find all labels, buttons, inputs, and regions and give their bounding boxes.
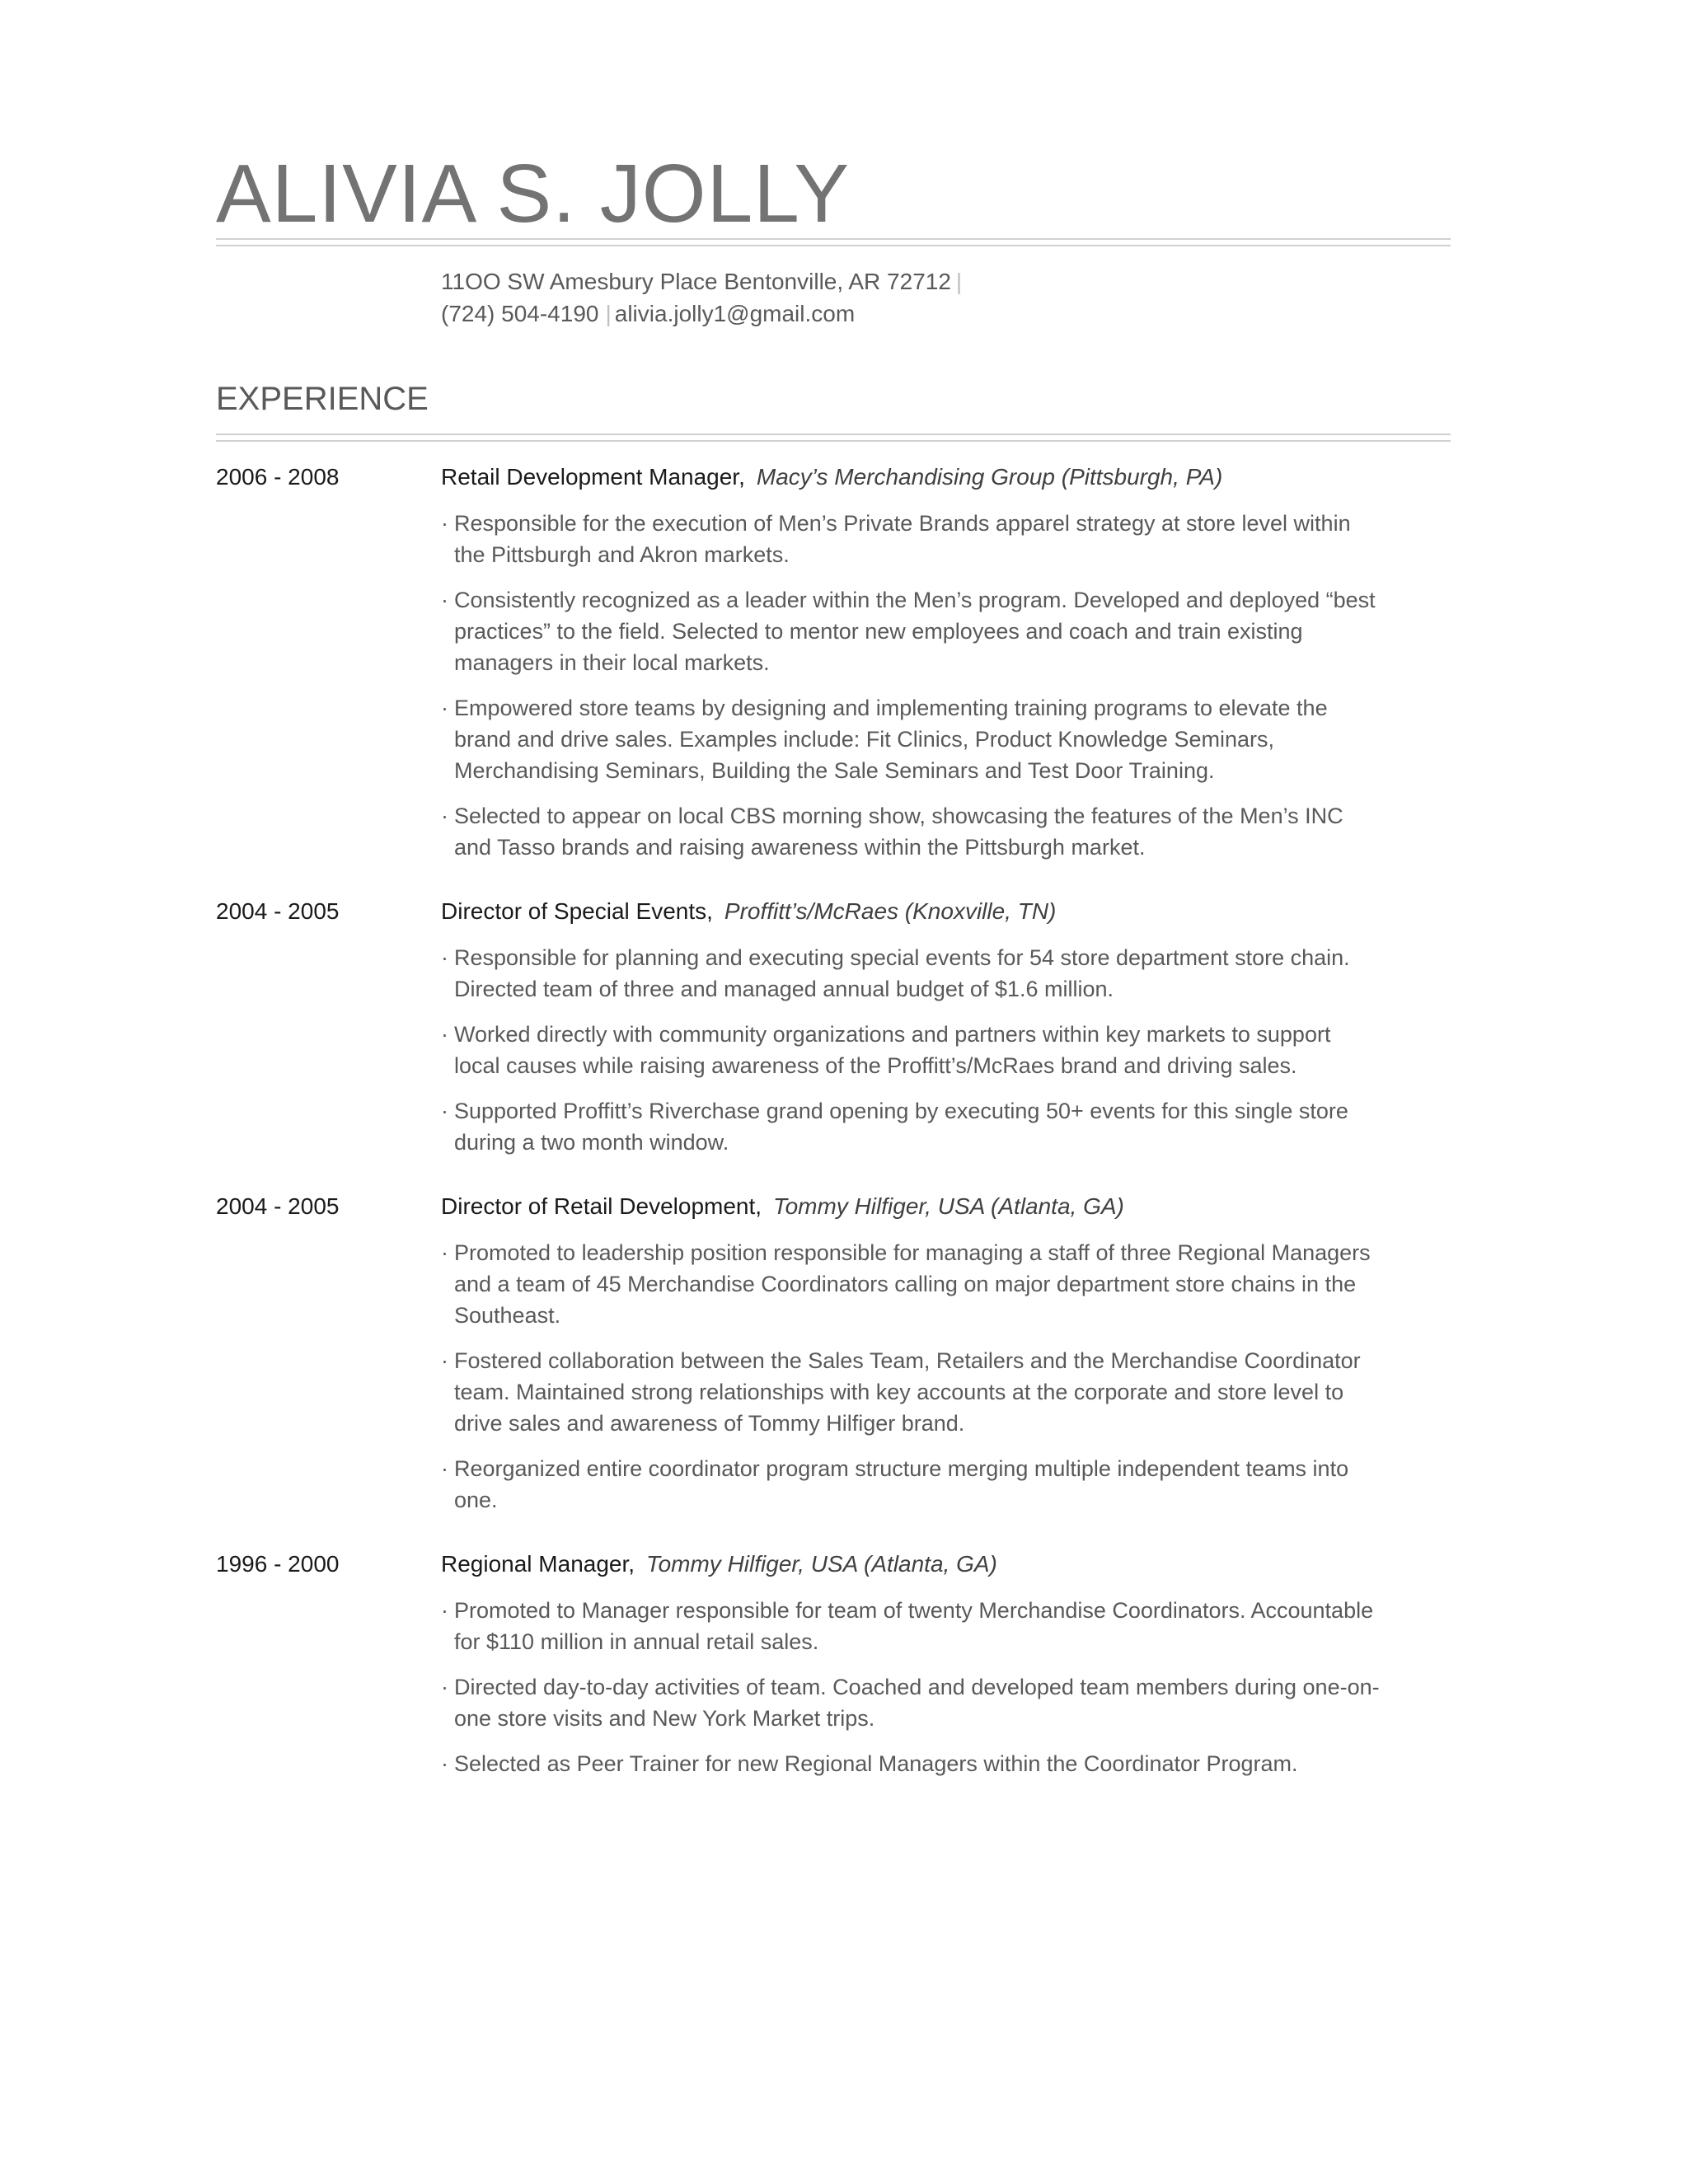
- job-header: [216, 1191, 1452, 1222]
- email-link[interactable]: alivia.jolly1@gmail.com: [614, 301, 856, 326]
- job-entry: [216, 462, 1452, 863]
- bullet-text: Directed day-to-day activities of team. Coached and developed team members during one-on-one store visits and New York Market trips.: [454, 1675, 1380, 1731]
- bullet-text: Consistently recognized as a leader within the Men’s program. Developed and deployed “best practices” to the field. Selected to mentor new employees and coach and train existing managers in their local markets.: [454, 588, 1376, 675]
- job-years: 2004 - 2005: [216, 1193, 340, 1219]
- job-company: Macy’s Merchandising Group (Pittsburgh, PA): [756, 464, 1223, 490]
- bullet-item: [441, 1595, 1381, 1657]
- contact-separator: |: [605, 301, 612, 326]
- job-bullets: [441, 942, 1381, 1158]
- bullet-dot-icon: ·: [441, 1240, 448, 1265]
- job-entry: [216, 1191, 1452, 1516]
- job-years: 2006 - 2008: [216, 464, 340, 490]
- bullet-item: [441, 1345, 1381, 1439]
- bullet-text: Empowered store teams by designing and implementing training programs to elevate the brand and drive sales. Examples include: Fit Clinics, Product Knowledge Seminars, Merchandising Seminars, Building the Sale Seminars and Test Door Training.: [454, 696, 1328, 783]
- experience-list: [216, 462, 1452, 1812]
- bullet-dot-icon: ·: [441, 1099, 448, 1123]
- bullet-text: Promoted to leadership position responsible for managing a staff of three Regional Managers and a team of 45 Merchandise Coordinators calling on major department store chains in the Southeast.: [454, 1240, 1371, 1328]
- job-bullets: [441, 1237, 1381, 1516]
- bullet-item: [441, 942, 1381, 1005]
- bullet-text: Supported Proffitt’s Riverchase grand opening by executing 50+ events for this single store during a two month window.: [454, 1099, 1348, 1155]
- job-entry: [216, 1549, 1452, 1779]
- job-bullets: [441, 508, 1381, 863]
- bullet-dot-icon: ·: [441, 588, 448, 612]
- job-header: [216, 1549, 1452, 1580]
- job-years: 1996 - 2000: [216, 1551, 340, 1577]
- bullet-text: Selected as Peer Trainer for new Regional Managers within the Coordinator Program.: [454, 1751, 1298, 1776]
- bullet-text: Promoted to Manager responsible for team of twenty Merchandise Coordinators. Accountable for $110 million in annual retail sales.: [454, 1598, 1374, 1654]
- contact-block: [441, 265, 967, 330]
- bullet-item: [441, 1019, 1381, 1081]
- bullet-item: [441, 692, 1381, 786]
- bullet-dot-icon: ·: [441, 1022, 448, 1047]
- section-divider: [216, 434, 1451, 442]
- bullet-text: Responsible for planning and executing special events for 54 store department store chain. Directed team of three and managed annual budget of $1.6 million.: [454, 945, 1350, 1001]
- contact-line-phone-email: [441, 298, 967, 330]
- bullet-text: Selected to appear on local CBS morning show, showcasing the features of the Men’s INC and Tasso brands and raising awareness within the Pittsburgh market.: [454, 804, 1343, 860]
- job-title: Director of Retail Development,: [441, 1193, 762, 1219]
- bullet-dot-icon: ·: [441, 511, 448, 536]
- job-entry: [216, 896, 1452, 1158]
- bullet-item: [441, 584, 1381, 678]
- address-text: 11OO SW Amesbury Place Bentonville, AR 72712: [441, 269, 951, 294]
- bullet-dot-icon: ·: [441, 1598, 448, 1623]
- bullet-item: [441, 1237, 1381, 1331]
- bullet-text: Fostered collaboration between the Sales Team, Retailers and the Merchandise Coordinator team. Maintained strong relationships with key accounts at the corporate and store level to drive sales and awareness of Tommy Hilfiger brand.: [454, 1348, 1361, 1436]
- section-title-experience: EXPERIENCE: [216, 381, 429, 417]
- bullet-dot-icon: ·: [441, 804, 448, 828]
- bullet-text: Responsible for the execution of Men’s Private Brands apparel strategy at store level within the Pittsburgh and Akron markets.: [454, 511, 1351, 567]
- bullet-text: Worked directly with community organizations and partners within key markets to support local causes while raising awareness of the Proffitt’s/McRaes brand and driving sales.: [454, 1022, 1331, 1078]
- job-years: 2004 - 2005: [216, 898, 340, 924]
- bullet-item: [441, 1671, 1381, 1734]
- bullet-item: [441, 1748, 1381, 1779]
- bullet-text: Reorganized entire coordinator program structure merging multiple independent teams into one.: [454, 1456, 1349, 1512]
- bullet-item: [441, 1453, 1381, 1516]
- job-header: [216, 896, 1452, 927]
- job-title: Retail Development Manager,: [441, 464, 745, 490]
- job-title: Regional Manager,: [441, 1551, 635, 1577]
- job-title: Director of Special Events,: [441, 898, 713, 924]
- phone-text: (724) 504-4190: [441, 301, 599, 326]
- bullet-item: [441, 800, 1381, 863]
- job-header: [216, 462, 1452, 493]
- job-bullets: [441, 1595, 1381, 1779]
- bullet-dot-icon: ·: [441, 945, 448, 970]
- job-company: Tommy Hilfiger, USA (Atlanta, GA): [773, 1193, 1124, 1219]
- contact-line-address: [441, 265, 967, 298]
- job-company: Proffitt’s/McRaes (Knoxville, TN): [724, 898, 1057, 924]
- job-company: Tommy Hilfiger, USA (Atlanta, GA): [646, 1551, 997, 1577]
- bullet-dot-icon: ·: [441, 1348, 448, 1373]
- bullet-item: [441, 508, 1381, 570]
- bullet-item: [441, 1095, 1381, 1158]
- candidate-name: ALIVIA S. JOLLY: [216, 148, 851, 240]
- bullet-dot-icon: ·: [441, 1675, 448, 1699]
- header-divider: [216, 238, 1451, 246]
- contact-separator: |: [955, 269, 963, 294]
- bullet-dot-icon: ·: [441, 1751, 448, 1776]
- bullet-dot-icon: ·: [441, 696, 448, 720]
- bullet-dot-icon: ·: [441, 1456, 448, 1481]
